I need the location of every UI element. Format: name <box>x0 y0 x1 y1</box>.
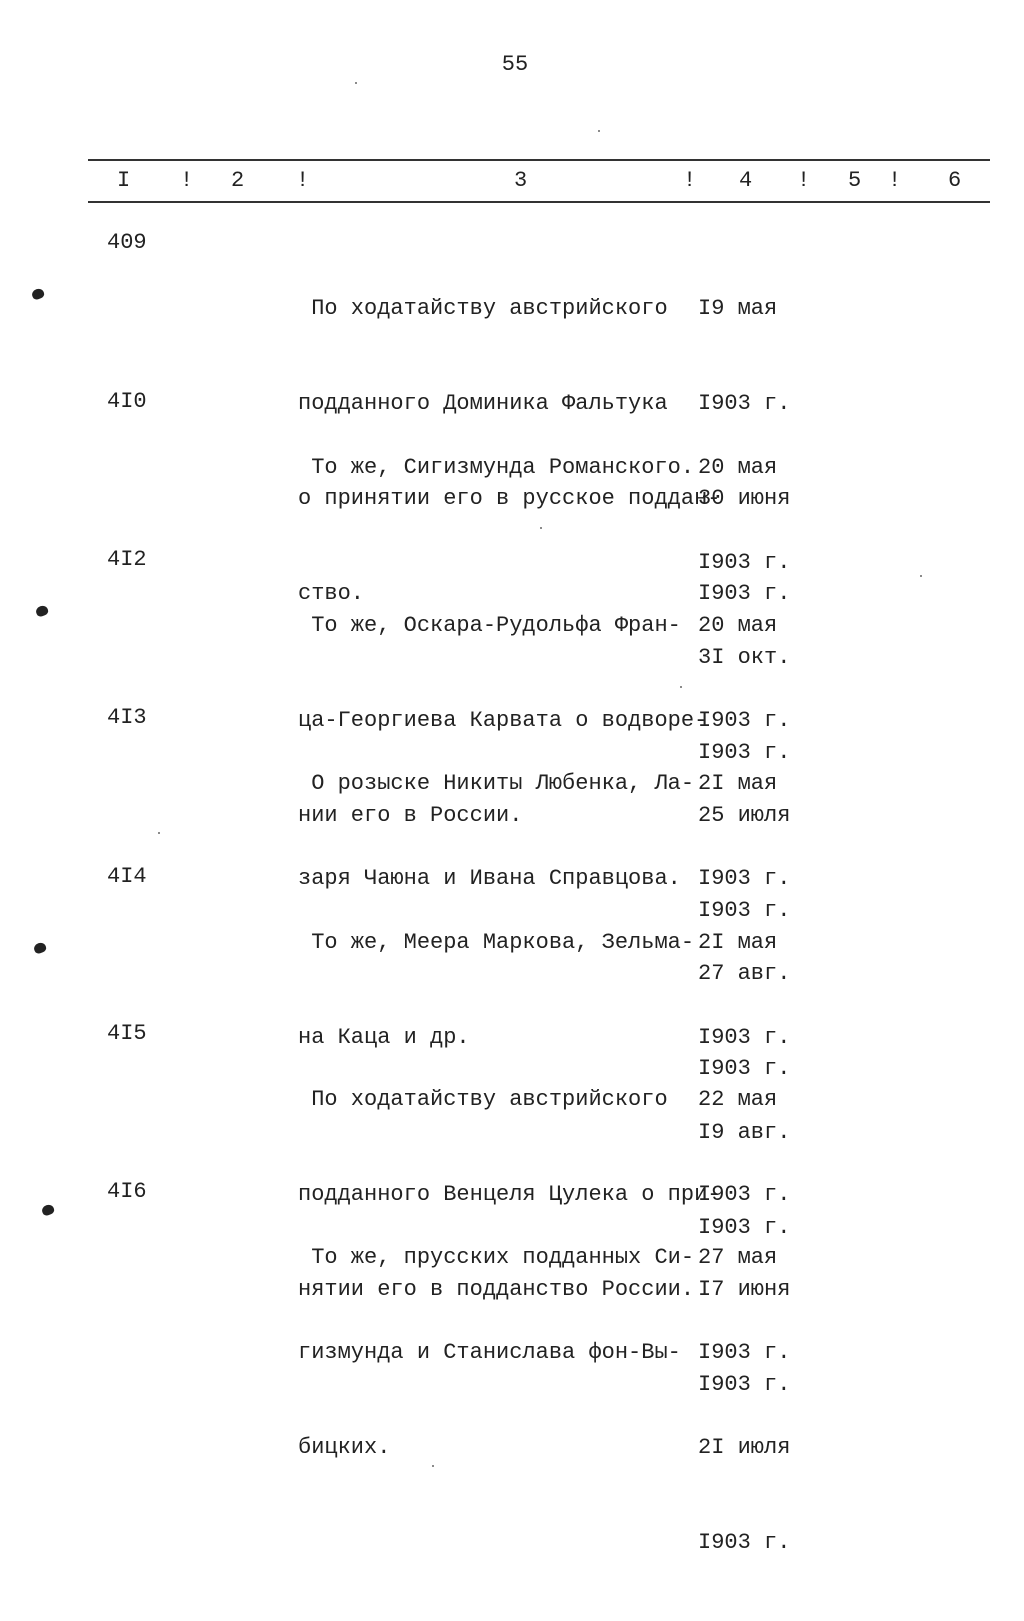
entry-number: 4I3 <box>107 705 147 730</box>
date-line: I903 г. <box>698 1024 791 1050</box>
header-separator: ! <box>683 168 697 193</box>
date-line: I7 июня <box>698 1276 791 1302</box>
date-line: I903 г. <box>698 1181 791 1207</box>
date-line: I903 г. <box>698 739 791 765</box>
date-line: 27 мая <box>698 1245 778 1271</box>
date-line: 25 июля <box>698 802 791 828</box>
entry-number: 409 <box>107 230 147 255</box>
date-line: 27 авг. <box>698 960 791 986</box>
header-col-6: 6 <box>948 168 962 193</box>
scan-speck <box>432 1465 434 1467</box>
date-line: 30 июня <box>698 485 791 511</box>
description-line: То же, Оскара-Рудольфа Фран- <box>298 613 681 639</box>
date-line: 2I июля <box>698 1434 791 1460</box>
binding-mark <box>33 941 48 955</box>
entry-description <box>298 1179 721 1527</box>
date-line: I9 мая <box>698 296 778 322</box>
entry-dates <box>698 1179 818 1621</box>
date-line: I903 г. <box>698 1529 791 1555</box>
date-line: I903 г. <box>698 1055 791 1081</box>
scan-speck <box>598 130 600 132</box>
date-line: 20 мая <box>698 613 778 639</box>
description-line: О розыске Никиты Любенка, Ла- <box>298 771 695 797</box>
description-line: на Каца и др. <box>298 1024 470 1050</box>
entry-number: 4I6 <box>107 1179 147 1204</box>
description-line: гизмунда и Станислава фон-Вы- <box>298 1339 681 1365</box>
entry-description <box>298 389 721 547</box>
entry-number: 4I0 <box>107 389 147 414</box>
header-col-3: 3 <box>514 168 528 193</box>
header-separator: ! <box>797 168 811 193</box>
header-separator: ! <box>296 168 310 193</box>
date-line: 22 мая <box>698 1087 778 1113</box>
description-line: о принятии его в русское поддан- <box>298 485 721 511</box>
scan-speck <box>680 686 682 688</box>
header-col-4: 4 <box>739 168 753 193</box>
date-line: 20 мая <box>698 455 778 481</box>
description-line: ца-Георгиева Карвата о водворе- <box>298 707 708 733</box>
date-line: I903 г. <box>698 707 791 733</box>
header-col-1: I <box>117 168 131 193</box>
entry-number: 4I5 <box>107 1021 147 1046</box>
description-line: То же, Меера Маркова, Зельма- <box>298 930 695 956</box>
date-line: I903 г. <box>698 580 791 606</box>
date-line: I903 г. <box>698 865 791 891</box>
header-col-2: 2 <box>231 168 245 193</box>
description-line: ство. <box>298 580 365 606</box>
date-line: I903 г. <box>698 549 791 575</box>
header-separator: ! <box>888 168 902 193</box>
binding-mark <box>41 1203 56 1217</box>
date-line: I903 г. <box>698 1214 791 1240</box>
date-line: I903 г. <box>698 897 791 923</box>
date-line: I903 г. <box>698 390 791 416</box>
date-line: 2I мая <box>698 771 778 797</box>
page-number: 55 <box>501 52 529 77</box>
scan-speck <box>355 82 357 84</box>
scan-speck <box>920 575 922 577</box>
binding-mark <box>31 287 46 301</box>
date-line: I9 авг. <box>698 1119 791 1145</box>
description-line: По ходатайству австрийского <box>298 296 668 322</box>
binding-mark <box>35 604 50 618</box>
description-line: нятии его в подданство России. <box>298 1276 695 1302</box>
date-line: I903 г. <box>698 1339 791 1365</box>
table-header-rule <box>88 201 990 203</box>
date-line: 2I мая <box>698 930 778 956</box>
description-line: нии его в России. <box>298 802 523 828</box>
description-line: заря Чаюна и Ивана Справцова. <box>298 865 681 891</box>
scan-speck <box>540 527 542 529</box>
header-col-5: 5 <box>848 168 862 193</box>
description-line: подданного Венцеля Цулека о при- <box>298 1181 721 1207</box>
entry-number: 4I2 <box>107 547 147 572</box>
table-top-rule <box>88 159 990 161</box>
description-line: бицких. <box>298 1434 391 1460</box>
description-line: То же, Сигизмунда Романского. <box>298 455 695 481</box>
date-line: 3I окт. <box>698 644 791 670</box>
description-line: То же, прусских подданных Си- <box>298 1245 695 1271</box>
description-line: По ходатайству австрийского <box>298 1087 668 1113</box>
entry-number: 4I4 <box>107 864 147 889</box>
scan-speck <box>158 832 160 834</box>
header-separator: ! <box>180 168 194 193</box>
description-line: подданного Доминика Фальтука <box>298 390 668 416</box>
date-line: I903 г. <box>698 1371 791 1397</box>
